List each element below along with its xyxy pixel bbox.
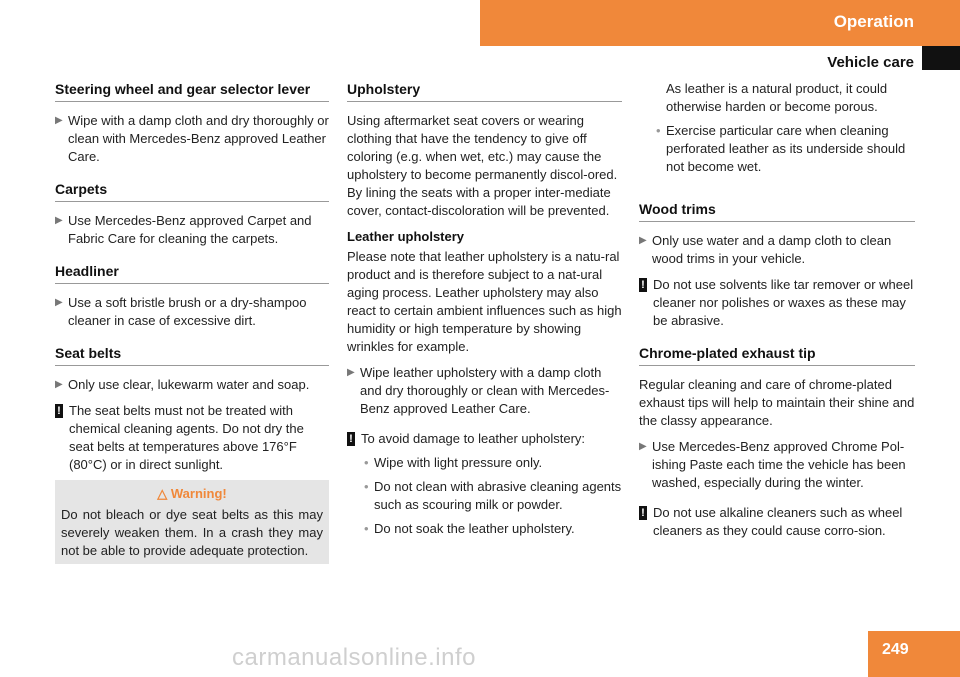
warning-text: Do not bleach or dye seat belts as this may severely weaken them. In a crash they may not be able to provide adequate protection. xyxy=(61,507,323,558)
caution-note xyxy=(639,504,915,540)
action-text: Use Mercedes-Benz approved Chrome Pol-ishing Paste each time the vehicle has been washed, especially during the winter. xyxy=(652,439,906,490)
section-carpets xyxy=(55,180,329,248)
heading-chrome-exhaust: Chrome-plated exhaust tip xyxy=(639,344,915,366)
note-text: Do not use solvents like tar remover or wheel cleaner nor polishes or waxes as these may be abrasive. xyxy=(653,277,914,328)
subsection-title: Vehicle care xyxy=(827,54,914,71)
note-text: The seat belts must not be treated with chemical cleaning agents. Do not dry the seat belts at temperatures above 176°F (80°C) or in direct sunlight. xyxy=(69,403,304,472)
heading-steering: Steering wheel and gear selector lever xyxy=(55,80,329,102)
action-item xyxy=(55,112,329,166)
warning-box xyxy=(55,480,329,564)
page-number: 249 xyxy=(882,641,909,658)
exclamation-icon: ! xyxy=(639,278,647,292)
bullet-text: Exercise particular care when cleaning perforated leather as its underside should not become wet. xyxy=(666,123,906,174)
bullet-text: Wipe with light pressure only. xyxy=(374,455,543,470)
section-steering xyxy=(55,80,329,166)
arrow-right-icon: ▶ xyxy=(55,297,63,308)
arrow-right-icon: ▶ xyxy=(639,441,647,452)
action-text: Only use clear, lukewarm water and soap. xyxy=(68,377,310,392)
upholstery-intro: Using aftermarket seat covers or wearing clothing that have the tendency to give off coloring (e.g. when wet, etc.) may cause the upholstery to become permanently discol-ored. By lining the seats with a proper inter-mediate cover, contact-discoloration will be prevented. xyxy=(347,113,618,218)
caution-note xyxy=(55,402,329,474)
leather-text: Please note that leather upholstery is a natu-ral product and is therefore subject to a nat-ural aging process. Leather upholstery may also react to certain ambient influences such as high humidity or high temperature by showing wrinkles for example. xyxy=(347,249,622,354)
arrow-right-icon: ▶ xyxy=(55,215,63,226)
heading-wood-trims: Wood trims xyxy=(639,200,915,222)
exclamation-icon: ! xyxy=(55,404,63,418)
warning-triangle-icon: △ xyxy=(157,486,168,501)
warning-title xyxy=(61,485,323,503)
note-text: Do not use alkaline cleaners such as wheel cleaners as they could cause corro-sion. xyxy=(653,505,903,538)
section-title: Operation xyxy=(833,12,914,31)
section-upholstery xyxy=(347,80,622,538)
chrome-text: Regular cleaning and care of chrome-plated exhaust tips will help to maintain their shine and the classy appearance. xyxy=(639,377,915,428)
page-number-tab xyxy=(868,631,960,677)
bullet-icon: • xyxy=(364,455,369,470)
arrow-right-icon: ▶ xyxy=(55,379,63,390)
header-section-tab xyxy=(480,0,960,46)
action-text: Only use water and a damp cloth to clean wood trims in your vehicle. xyxy=(652,233,892,266)
action-item xyxy=(347,364,622,418)
bullet-icon: • xyxy=(364,521,369,536)
column-left xyxy=(55,80,329,578)
watermark: carmanualsonline.info xyxy=(232,644,476,671)
thumb-index-tab xyxy=(922,46,960,70)
heading-carpets: Carpets xyxy=(55,180,329,202)
exclamation-icon: ! xyxy=(347,432,355,446)
action-item xyxy=(55,212,329,248)
arrow-right-icon: ▶ xyxy=(347,367,355,378)
section-wood-trims xyxy=(639,200,915,330)
warning-title-text: Warning! xyxy=(170,486,227,501)
list-item xyxy=(347,520,622,538)
list-item xyxy=(347,454,622,472)
heading-seat-belts: Seat belts xyxy=(55,344,329,366)
action-item xyxy=(639,232,915,268)
action-text: Wipe leather upholstery with a damp cloth and dry thoroughly or clean with Mercedes-Benz approved Leather Care. xyxy=(360,365,610,416)
section-seat-belts xyxy=(55,344,329,564)
action-text: Wipe with a damp cloth and dry thoroughly or clean with Mercedes-Benz approved Leather Care. xyxy=(68,113,329,164)
exclamation-icon: ! xyxy=(639,506,647,520)
action-item xyxy=(639,438,915,492)
action-text: Use Mercedes-Benz approved Carpet and Fabric Care for cleaning the carpets. xyxy=(68,213,312,246)
list-item xyxy=(347,478,622,514)
arrow-right-icon: ▶ xyxy=(55,115,63,126)
note-text: To avoid damage to leather upholstery: xyxy=(361,431,586,446)
list-item xyxy=(639,122,915,176)
bullet-icon: • xyxy=(364,479,369,494)
bullet-text: Do not clean with abrasive cleaning agents such as scouring milk or powder. xyxy=(374,479,622,512)
heading-upholstery: Upholstery xyxy=(347,80,622,102)
action-text: Use a soft bristle brush or a dry-shampoo cleaner in case of excessive dirt. xyxy=(68,295,307,328)
section-chrome-exhaust xyxy=(639,344,915,540)
arrow-right-icon: ▶ xyxy=(639,235,647,246)
bullet-icon: • xyxy=(656,123,661,138)
heading-headliner: Headliner xyxy=(55,262,329,284)
action-item xyxy=(55,294,329,330)
action-item xyxy=(55,376,329,394)
bullet-text: Do not soak the leather upholstery. xyxy=(374,521,575,536)
column-middle xyxy=(347,80,622,552)
caution-note xyxy=(347,430,622,448)
heading-leather: Leather upholstery xyxy=(347,229,465,244)
column-right xyxy=(639,80,915,554)
section-headliner xyxy=(55,262,329,330)
continued-text: As leather is a natural product, it could otherwise harden or become porous. xyxy=(666,81,888,114)
caution-note xyxy=(639,276,915,330)
